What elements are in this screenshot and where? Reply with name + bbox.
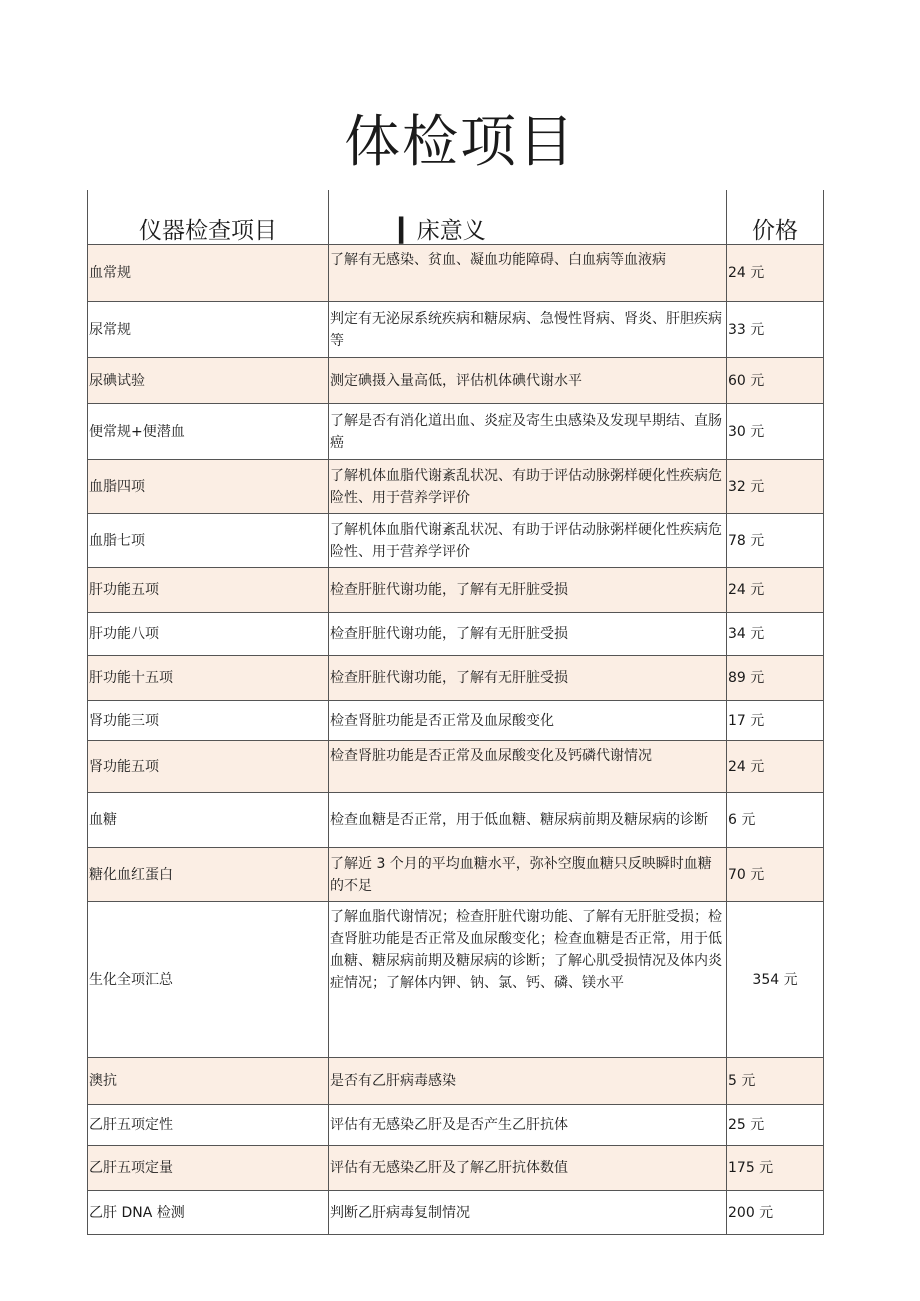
item-price: 89 元 [727, 656, 824, 701]
item-meaning: 评估有无感染乙肝及是否产生乙肝抗体 [329, 1105, 727, 1146]
item-meaning: 是否有乙肝病毒感染 [329, 1058, 727, 1105]
table-row [88, 701, 824, 741]
item-name: 生化全项汇总 [88, 902, 329, 1058]
item-name: 便常规+便潜血 [88, 404, 329, 460]
item-meaning: 判断乙肝病毒复制情况 [329, 1191, 727, 1235]
item-meaning: 了解近 3 个月的平均血糖水平，弥补空腹血糖只反映瞬时血糖的不足 [329, 848, 727, 902]
item-meaning: 检查肝脏代谢功能，了解有无肝脏受损 [329, 613, 727, 656]
item-price: 70 元 [727, 848, 824, 902]
item-price: 5 元 [727, 1058, 824, 1105]
item-meaning: 了解机体血脂代谢紊乱状况、有助于评估动脉粥样硬化性疾病危险性、用于营养学评价 [329, 514, 727, 568]
item-meaning: 评估有无感染乙肝及了解乙肝抗体数值 [329, 1146, 727, 1191]
table-row [88, 1191, 824, 1235]
item-name: 肾功能三项 [88, 701, 329, 741]
item-meaning: 检查肾脏功能是否正常及血尿酸变化及钙磷代谢情况 [329, 741, 727, 793]
item-price: 354 元 [727, 902, 824, 1058]
item-meaning: 了解有无感染、贫血、凝血功能障碍、白血病等血液病 [329, 245, 727, 302]
table-row [88, 1058, 824, 1105]
item-meaning: 判定有无泌尿系统疾病和糖尿病、急慢性肾病、肾炎、肝胆疾病等 [329, 302, 727, 358]
item-price: 25 元 [727, 1105, 824, 1146]
item-price: 6 元 [727, 793, 824, 848]
item-price: 24 元 [727, 741, 824, 793]
table-row [88, 848, 824, 902]
item-meaning: 了解是否有消化道出血、炎症及寄生虫感染及发现早期结、直肠癌 [329, 404, 727, 460]
item-meaning: 检查血糖是否正常，用于低血糖、糖尿病前期及糖尿病的诊断 [329, 793, 727, 848]
item-name: 糖化血红蛋白 [88, 848, 329, 902]
header-price: 价格 [727, 190, 824, 245]
header-item: 仪器检查项目 [88, 190, 329, 245]
table-row [88, 793, 824, 848]
item-price: 175 元 [727, 1146, 824, 1191]
item-name: 乙肝 DNA 检测 [88, 1191, 329, 1235]
item-name: 乙肝五项定量 [88, 1146, 329, 1191]
table-row [88, 656, 824, 701]
table-row [88, 245, 824, 302]
item-meaning: 测定碘摄入量高低，评估机体碘代谢水平 [329, 358, 727, 404]
item-price: 60 元 [727, 358, 824, 404]
table-row [88, 514, 824, 568]
table-row [88, 568, 824, 613]
header-meaning: ▎床意义 [329, 190, 727, 245]
item-meaning: 了解机体血脂代谢紊乱状况、有助于评估动脉粥样硬化性疾病危险性、用于营养学评价 [329, 460, 727, 514]
item-price: 78 元 [727, 514, 824, 568]
page-title: 体检项目 [344, 110, 576, 175]
table-row [88, 741, 824, 793]
item-price: 17 元 [727, 701, 824, 741]
table-row [88, 613, 824, 656]
table-row [88, 460, 824, 514]
item-name: 肾功能五项 [88, 741, 329, 793]
item-name: 血脂四项 [88, 460, 329, 514]
table-header-row [88, 190, 824, 245]
item-price: 24 元 [727, 568, 824, 613]
item-name: 尿常规 [88, 302, 329, 358]
table-row [88, 902, 824, 1058]
item-price: 34 元 [727, 613, 824, 656]
item-meaning: 检查肝脏代谢功能，了解有无肝脏受损 [329, 568, 727, 613]
table-row [88, 1105, 824, 1146]
item-name: 肝功能八项 [88, 613, 329, 656]
item-meaning: 检查肝脏代谢功能，了解有无肝脏受损 [329, 656, 727, 701]
item-price: 24 元 [727, 245, 824, 302]
item-name: 血糖 [88, 793, 329, 848]
table-row [88, 1146, 824, 1191]
item-name: 血常规 [88, 245, 329, 302]
item-name: 血脂七项 [88, 514, 329, 568]
table-row [88, 302, 824, 358]
item-name: 尿碘试验 [88, 358, 329, 404]
item-price: 30 元 [727, 404, 824, 460]
item-meaning: 了解血脂代谢情况；检查肝脏代谢功能、了解有无肝脏受损；检查肾脏功能是否正常及血尿酸变化；检查血糖是否正常，用于低血糖、糖尿病前期及糖尿病的诊断；了解心肌受损情况及体内炎症情况；了解体内钾、钠、氯、钙、磷、镁水平 [329, 902, 727, 1058]
item-name: 乙肝五项定性 [88, 1105, 329, 1146]
item-name: 澳抗 [88, 1058, 329, 1105]
item-name: 肝功能五项 [88, 568, 329, 613]
table-row [88, 358, 824, 404]
item-meaning: 检查肾脏功能是否正常及血尿酸变化 [329, 701, 727, 741]
exam-items-table [87, 190, 824, 1235]
table-row [88, 404, 824, 460]
item-price: 200 元 [727, 1191, 824, 1235]
item-price: 32 元 [727, 460, 824, 514]
item-name: 肝功能十五项 [88, 656, 329, 701]
item-price: 33 元 [727, 302, 824, 358]
